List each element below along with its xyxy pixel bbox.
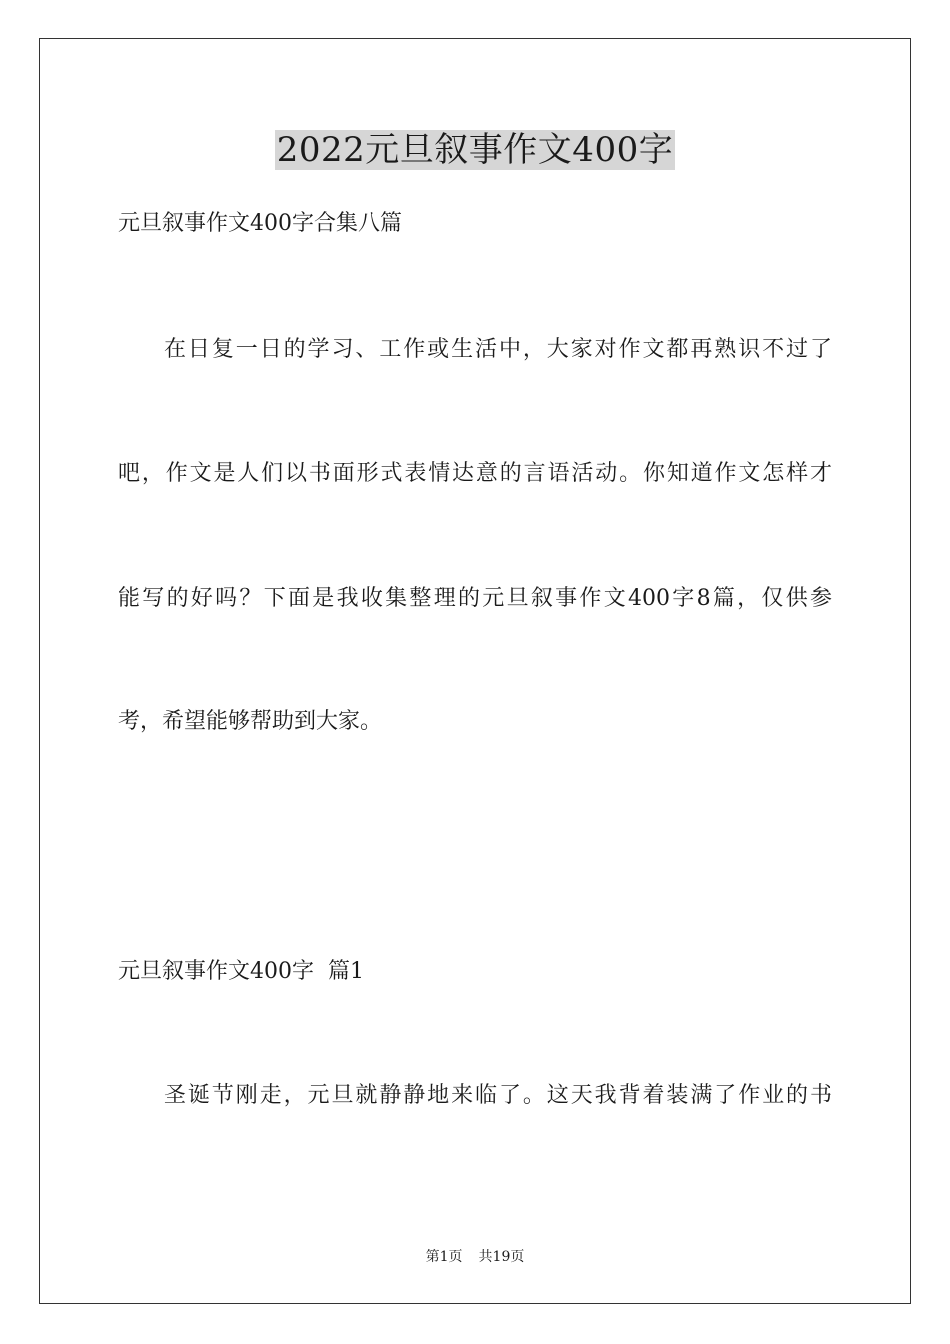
intro-paragraph-line: 吧，作文是人们以书面形式表情达意的言语活动。你知道作文怎样才 [118, 461, 832, 486]
document-title-text: 2022元旦叙事作文400字 [276, 130, 674, 170]
document-subtitle: 元旦叙事作文400字合集八篇 [118, 211, 402, 236]
section-paragraph-line: 圣诞节刚走，元旦就静静地来临了。这天我背着装满了作业的书 [164, 1083, 832, 1108]
intro-paragraph-line: 考，希望能够帮助到大家。 [118, 709, 383, 734]
page-footer [0, 1248, 950, 1266]
intro-paragraph-line: 在日复一日的学习、工作或生活中，大家对作文都再熟识不过了 [164, 337, 832, 362]
page-number: 第1页 [425, 1249, 463, 1265]
page-total: 共19页 [478, 1249, 525, 1265]
document-title [0, 128, 950, 172]
section-heading: 元旦叙事作文400字 篇1 [118, 959, 364, 984]
intro-paragraph-line: 能写的好吗？下面是我收集整理的元旦叙事作文400字8篇，仅供参 [118, 586, 832, 611]
